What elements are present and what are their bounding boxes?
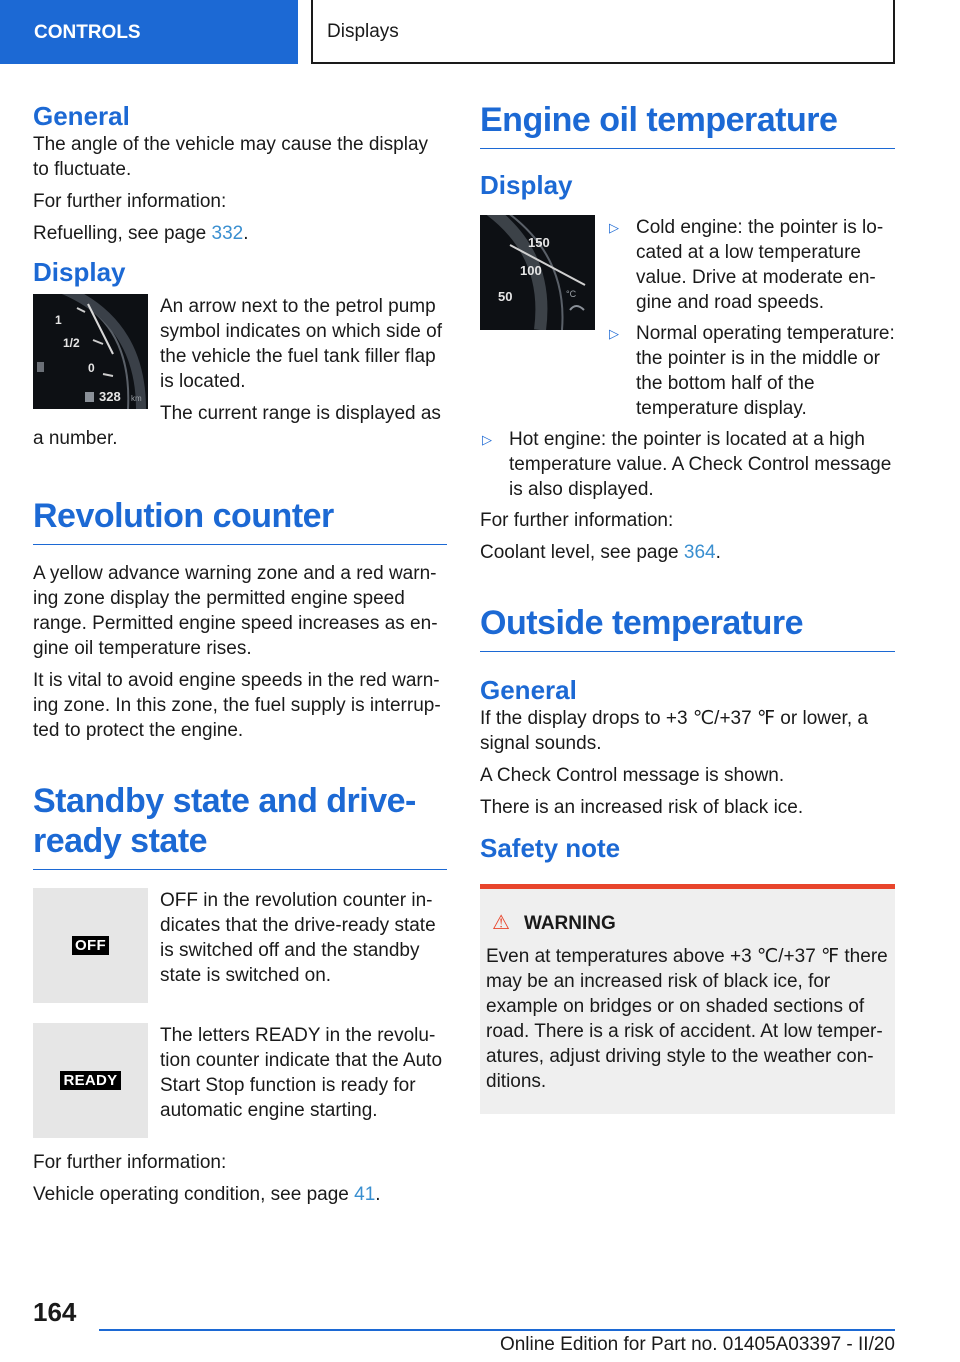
oil-temperature-gauge-image	[480, 215, 595, 330]
header-section-tab	[0, 0, 298, 64]
off-paragraph: OFF in the revolution counter indicates that the drive-ready state is switched off and the standby state is switched on.	[160, 890, 436, 986]
reference-punctuation: .	[375, 1184, 381, 1205]
fuel-range-value: 328	[99, 389, 121, 404]
display-heading: Display	[33, 257, 126, 287]
oil-mark-100: 100	[520, 263, 542, 278]
off-indicator-image	[33, 888, 148, 1003]
page-link-coolant[interactable]: 364	[683, 542, 716, 563]
right-column	[480, 100, 895, 1114]
general-heading: General	[480, 675, 577, 705]
outside-paragraph-3: There is an increased risk of black ice.	[480, 797, 804, 818]
list-item-text: Cold engine: the pointer is located at a low temperature value. Drive at moderate engine and road speeds.	[636, 217, 884, 313]
list-item-text: Hot engine: the pointer is located at a high temperature value. A Check Control message is also displayed.	[509, 429, 892, 500]
warning-label: WARNING	[523, 913, 616, 934]
warning-box	[480, 884, 895, 1114]
ready-indicator-image	[33, 1023, 148, 1138]
list-item	[607, 321, 895, 421]
edition-text: Online Edition for Part no. 01405A03397 - II/20	[499, 1334, 895, 1355]
page-number: 164	[33, 1297, 77, 1327]
oil-mark-150: 150	[528, 235, 550, 250]
fuel-mark-empty: 0	[88, 361, 95, 375]
header-section-label: CONTROLS	[34, 21, 141, 43]
further-info-label: For further information:	[480, 510, 674, 531]
general-heading: General	[33, 101, 130, 131]
fuel-gauge-image	[33, 294, 148, 409]
revolution-paragraph-1: A yellow advance warning zone and a red warning zone display the permitted engine speed range. Permitted engine speed increases as engine oil temperature rises.	[33, 563, 438, 659]
off-indicator-label: OFF	[72, 936, 109, 955]
triangle-right-icon: ▷	[609, 326, 619, 341]
left-column	[33, 100, 447, 1214]
reference-text: Vehicle operating condition, see page	[33, 1184, 355, 1205]
outside-temperature-heading: Outside temperature	[480, 603, 895, 652]
reference-punctuation: .	[715, 542, 721, 563]
warning-text: Even at temperatures above +3 ℃/+37 ℉ there may be an increased risk of black ice, for example on bridges or on shaded sections of road. There is a risk of accident. At low temperatures, adjust driving style to the weather conditions.	[486, 946, 888, 1092]
warning-title	[486, 911, 889, 936]
revolution-counter-heading: Revolution counter	[33, 496, 447, 545]
list-item-text: Normal operating temperature: the pointer is in the middle or the bottom half of the temperature display.	[636, 323, 895, 419]
outside-paragraph-1: If the display drops to +3 ℃/+37 ℉ or lower, a signal sounds.	[480, 708, 868, 754]
fuel-range-unit: km	[131, 394, 142, 403]
display-paragraph-2: The current range is displayed as a number.	[33, 403, 441, 449]
coolant-reference	[480, 540, 895, 565]
display-heading: Display	[480, 170, 573, 200]
reference-punctuation: .	[243, 223, 249, 244]
ready-indicator-label: READY	[60, 1071, 120, 1090]
safety-note-heading: Safety note	[480, 833, 621, 863]
triangle-right-icon: ▷	[609, 220, 619, 235]
reference-text: Coolant level, see page	[480, 542, 684, 563]
footer-rule	[99, 1329, 895, 1331]
oil-unit: °C	[566, 289, 577, 299]
condition-list-continued	[480, 427, 895, 502]
fuel-mark-full: 1	[55, 313, 62, 327]
condition-list	[607, 215, 895, 427]
refuelling-reference	[33, 221, 447, 246]
display-paragraph-1: An arrow next to the petrol pump symbol indicates on which side of the vehicle the fuel tank filler flap is located.	[160, 296, 442, 392]
further-info-label: For further information:	[33, 1152, 227, 1173]
triangle-right-icon: ▷	[482, 432, 492, 447]
ready-paragraph: The letters READY in the revolution counter indicate that the Auto Start Stop function is ready for automatic engine starting.	[160, 1025, 443, 1121]
warning-triangle-icon: ⚠	[492, 912, 510, 934]
list-item	[480, 427, 895, 502]
reference-text: Refuelling, see page	[33, 223, 212, 244]
general-paragraph: The angle of the vehicle may cause the display to fluctuate.	[33, 134, 429, 180]
vehicle-condition-reference	[33, 1182, 447, 1207]
page-link-vehicle-condition[interactable]: 41	[354, 1184, 376, 1205]
header-chapter-tab	[311, 0, 895, 64]
revolution-paragraph-2: It is vital to avoid engine speeds in the red warning zone. In this zone, the fuel supply is interrupted to protect the engine.	[33, 670, 441, 741]
fuel-mark-half: 1/2	[63, 336, 80, 350]
list-item	[607, 215, 895, 315]
page-link-refuelling[interactable]: 332	[211, 223, 244, 244]
engine-oil-heading: Engine oil temperature	[480, 100, 895, 149]
standby-heading: Standby state and drive-ready state	[33, 781, 447, 870]
oil-mark-50: 50	[498, 289, 513, 304]
outside-paragraph-2: A Check Control message is shown.	[480, 765, 785, 786]
header-chapter-label: Displays	[327, 20, 399, 42]
further-info-label: For further information:	[33, 191, 227, 212]
